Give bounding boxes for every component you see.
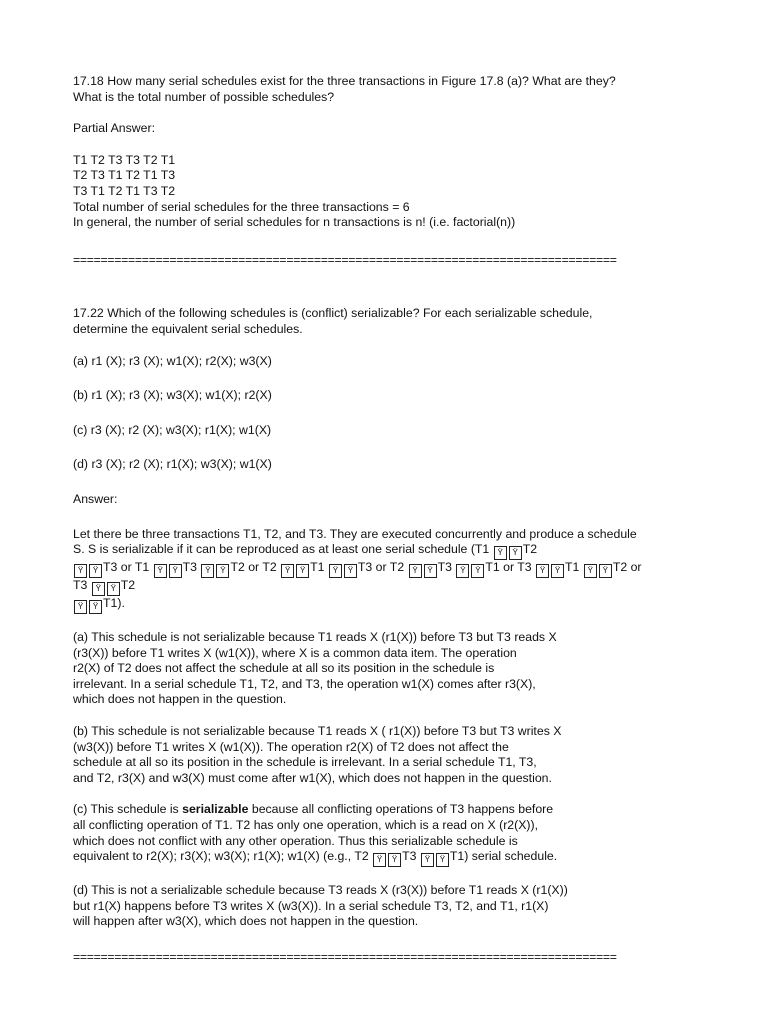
- arrow-glyph-icon: Ÿ: [201, 564, 214, 578]
- schedule-line: T3 T1 T2 T1 T3 T2: [73, 183, 176, 198]
- serial-schedules-list: [73, 153, 703, 231]
- arrow-glyph-icon: Ÿ: [74, 600, 87, 614]
- arrow-glyph-icon: Ÿ: [344, 564, 357, 578]
- arrow-glyph-icon: Ÿ: [74, 564, 87, 578]
- arrow-glyph-icon: Ÿ: [471, 564, 484, 578]
- arrow-glyph-icon: Ÿ: [296, 564, 309, 578]
- arrow-glyph-icon: Ÿ: [456, 564, 469, 578]
- arrow-glyph-icon: Ÿ: [509, 546, 522, 560]
- arrow-glyph-icon: Ÿ: [107, 582, 120, 596]
- answer-a: (a) This schedule is not serializable because T1 reads X (r1(X)) before T3 but T3 reads X (r3(X)) before T1 writes X (w1(X)), where X is a common data item. The operation r2(X) of T2 does not affect the schedule at all so its position in the schedule is irrelevant. In a serial schedule T1, T2, and T3, the operation w1(X) comes after r3(X), which does not happen in the question.: [73, 630, 557, 707]
- arrow-glyph-icon: Ÿ: [388, 853, 401, 867]
- question-text: What is the total number of possible schedules?: [73, 89, 335, 104]
- arrow-glyph-icon: Ÿ: [92, 582, 105, 596]
- arrow-glyph-icon: Ÿ: [373, 853, 386, 867]
- arrow-glyph-icon: Ÿ: [409, 564, 422, 578]
- arrow-glyph-icon: Ÿ: [584, 564, 597, 578]
- schedule-line: T2 T3 T1 T2 T1 T3: [73, 168, 176, 183]
- question-text: 17.18 How many serial schedules exist for the three transactions in Figure 17.8 (a)? What are they?: [73, 74, 616, 88]
- arrow-glyph-icon: Ÿ: [89, 564, 102, 578]
- arrow-glyph-icon: Ÿ: [494, 546, 507, 560]
- schedule-b: (b) r1 (X); r3 (X); w3(X); w1(X); r2(X): [73, 388, 272, 403]
- arrow-glyph-icon: Ÿ: [216, 564, 229, 578]
- arrow-glyph-icon: Ÿ: [421, 853, 434, 867]
- answer-label: Answer:: [73, 491, 118, 506]
- question-text: determine the equivalent serial schedules.: [73, 321, 303, 336]
- answer-c: (c) This schedule is serializable because all conflicting operations of T3 happens before all conflicting operation of T1. T2 has only one operation, which is a read on X (r2(X)), which does not conflict with any other operation. Thus this serializable schedule is equivalent to r2(X); r3(X); w3(X); r1(X); w1(X) (e.g., T2 Ÿ Ÿ T3 Ÿ Ÿ T1) serial schedule.: [73, 802, 703, 867]
- emphasis-serializable: serializable: [182, 802, 249, 817]
- schedule-d: (d) r3 (X); r2 (X); r1(X); w3(X); w1(X): [73, 457, 272, 472]
- question-17-18: [73, 74, 703, 105]
- arrow-glyph-icon: Ÿ: [281, 564, 294, 578]
- arrow-glyph-icon: Ÿ: [424, 564, 437, 578]
- arrow-glyph-icon: Ÿ: [599, 564, 612, 578]
- general-line: In general, the number of serial schedules for n transactions is n! (i.e. factorial(n)): [73, 215, 516, 230]
- separator-line: ===============================================================================: [73, 950, 617, 964]
- question-text: 17.22 Which of the following schedules is (conflict) serializable? For each serializable schedule,: [73, 306, 593, 321]
- answer-intro: Let there be three transactions T1, T2, and T3. They are executed concurrently and produce a schedule S. S is serializable if it can be reproduced as at least one serial schedule (T1 Ÿ Ÿ T2 Ÿ Ÿ T3 or T1 Ÿ Ÿ T3 Ÿ Ÿ T2 or T2 Ÿ Ÿ T1 Ÿ Ÿ T3 or T2 Ÿ Ÿ T3 Ÿ Ÿ T1 or T3 Ÿ Ÿ T1 Ÿ Ÿ T2 or T3 Ÿ Ÿ T2 Ÿ Ÿ T1).: [73, 527, 703, 615]
- arrow-glyph-icon: Ÿ: [169, 564, 182, 578]
- schedule-c: (c) r3 (X); r2 (X); w3(X); r1(X); w1(X): [73, 422, 272, 437]
- total-line: Total number of serial schedules for the three transactions = 6: [73, 199, 410, 214]
- answer-b: (b) This schedule is not serializable because T1 reads X ( r1(X)) before T3 but T3 writes X (w3(X)) before T1 writes X (w1(X)). The operation r2(X) of T2 does not affect the schedule at all so its position in the schedule is irrelevant. In a serial schedule T1, T3, and T2, r3(X) and w3(X) must come after w1(X), which does not happen in the question.: [73, 724, 562, 785]
- arrow-glyph-icon: Ÿ: [536, 564, 549, 578]
- arrow-glyph-icon: Ÿ: [329, 564, 342, 578]
- answer-d: (d) This is not a serializable schedule because T3 reads X (r3(X)) before T1 reads X (r1(X)) but r1(X) happens before T3 writes X (w3(X)). In a serial schedule T3, T2, and T1, r1(X) will happen after w3(X), which does not happen in the question.: [73, 883, 568, 929]
- arrow-glyph-icon: Ÿ: [154, 564, 167, 578]
- document-page: [73, 74, 703, 966]
- arrow-glyph-icon: Ÿ: [89, 600, 102, 614]
- question-17-22: [73, 306, 703, 337]
- arrow-glyph-icon: Ÿ: [436, 853, 449, 867]
- arrow-glyph-icon: Ÿ: [551, 564, 564, 578]
- partial-answer-label: Partial Answer:: [73, 121, 156, 136]
- separator-line: ===============================================================================: [73, 252, 617, 267]
- schedule-line: T1 T2 T3 T3 T2 T1: [73, 152, 176, 167]
- schedule-a: (a) r1 (X); r3 (X); w1(X); r2(X); w3(X): [73, 353, 272, 368]
